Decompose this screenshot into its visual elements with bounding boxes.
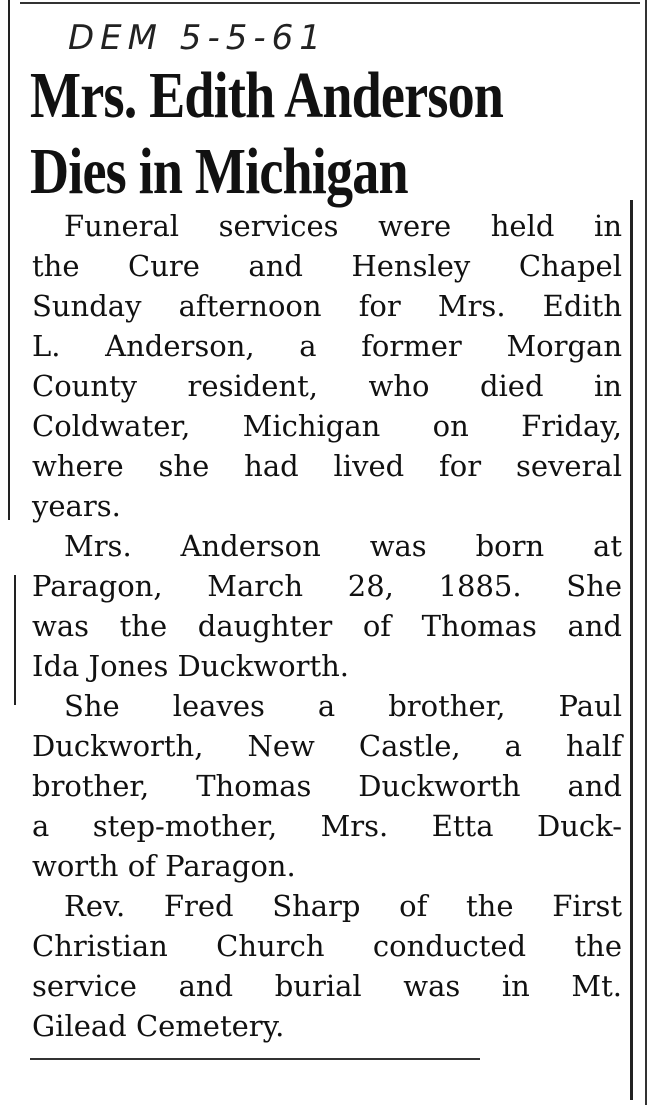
paragraph-3 (32, 686, 622, 886)
text-line: She leaves a brother, Paul (64, 689, 622, 723)
text-line: Rev. Fred Sharp of the First (64, 889, 622, 923)
text-line: brother, Thomas Duckworth and (32, 769, 622, 803)
text-line: years. (32, 489, 121, 523)
handwritten-date-note: DEM 5-5-61 (68, 18, 327, 58)
text-line: Sunday afternoon for Mrs. Edith (32, 289, 622, 323)
paragraph-4 (32, 886, 622, 1046)
text-line: a step-mother, Mrs. Etta Duck- (32, 809, 622, 843)
top-border-rule (20, 2, 640, 4)
text-line: worth of Paragon. (32, 849, 296, 883)
paragraph-1 (32, 206, 622, 526)
right-scan-edge (630, 200, 633, 1100)
headline-line-1: Mrs. Edith Anderson (30, 59, 504, 132)
text-line: Mrs. Anderson was born at (64, 529, 622, 563)
paragraph-2 (32, 526, 622, 686)
text-line: the Cure and Hensley Chapel (32, 249, 622, 283)
bottom-border-rule (30, 1058, 480, 1060)
text-line: Duckworth, New Castle, a half (32, 729, 622, 763)
headline-line-2: Dies in Michigan (30, 135, 408, 208)
text-line: Coldwater, Michigan on Friday, (32, 409, 622, 443)
right-scan-edge-outer (645, 0, 647, 1105)
text-line: service and burial was in Mt. (32, 969, 622, 1003)
left-scan-edge (8, 0, 10, 520)
text-line: L. Anderson, a former Morgan (32, 329, 622, 363)
left-scan-edge-lower (14, 575, 16, 705)
article-body (32, 206, 622, 1046)
text-line: was the daughter of Thomas and (32, 609, 622, 643)
headline (30, 58, 522, 210)
text-line: Gilead Cemetery. (32, 1009, 285, 1043)
text-line: Christian Church conducted the (32, 929, 622, 963)
text-line: Paragon, March 28, 1885. She (32, 569, 622, 603)
text-line: where she had lived for several (32, 449, 622, 483)
text-line: Ida Jones Duckworth. (32, 649, 349, 683)
text-line: Funeral services were held in (64, 209, 622, 243)
text-line: County resident, who died in (32, 369, 622, 403)
